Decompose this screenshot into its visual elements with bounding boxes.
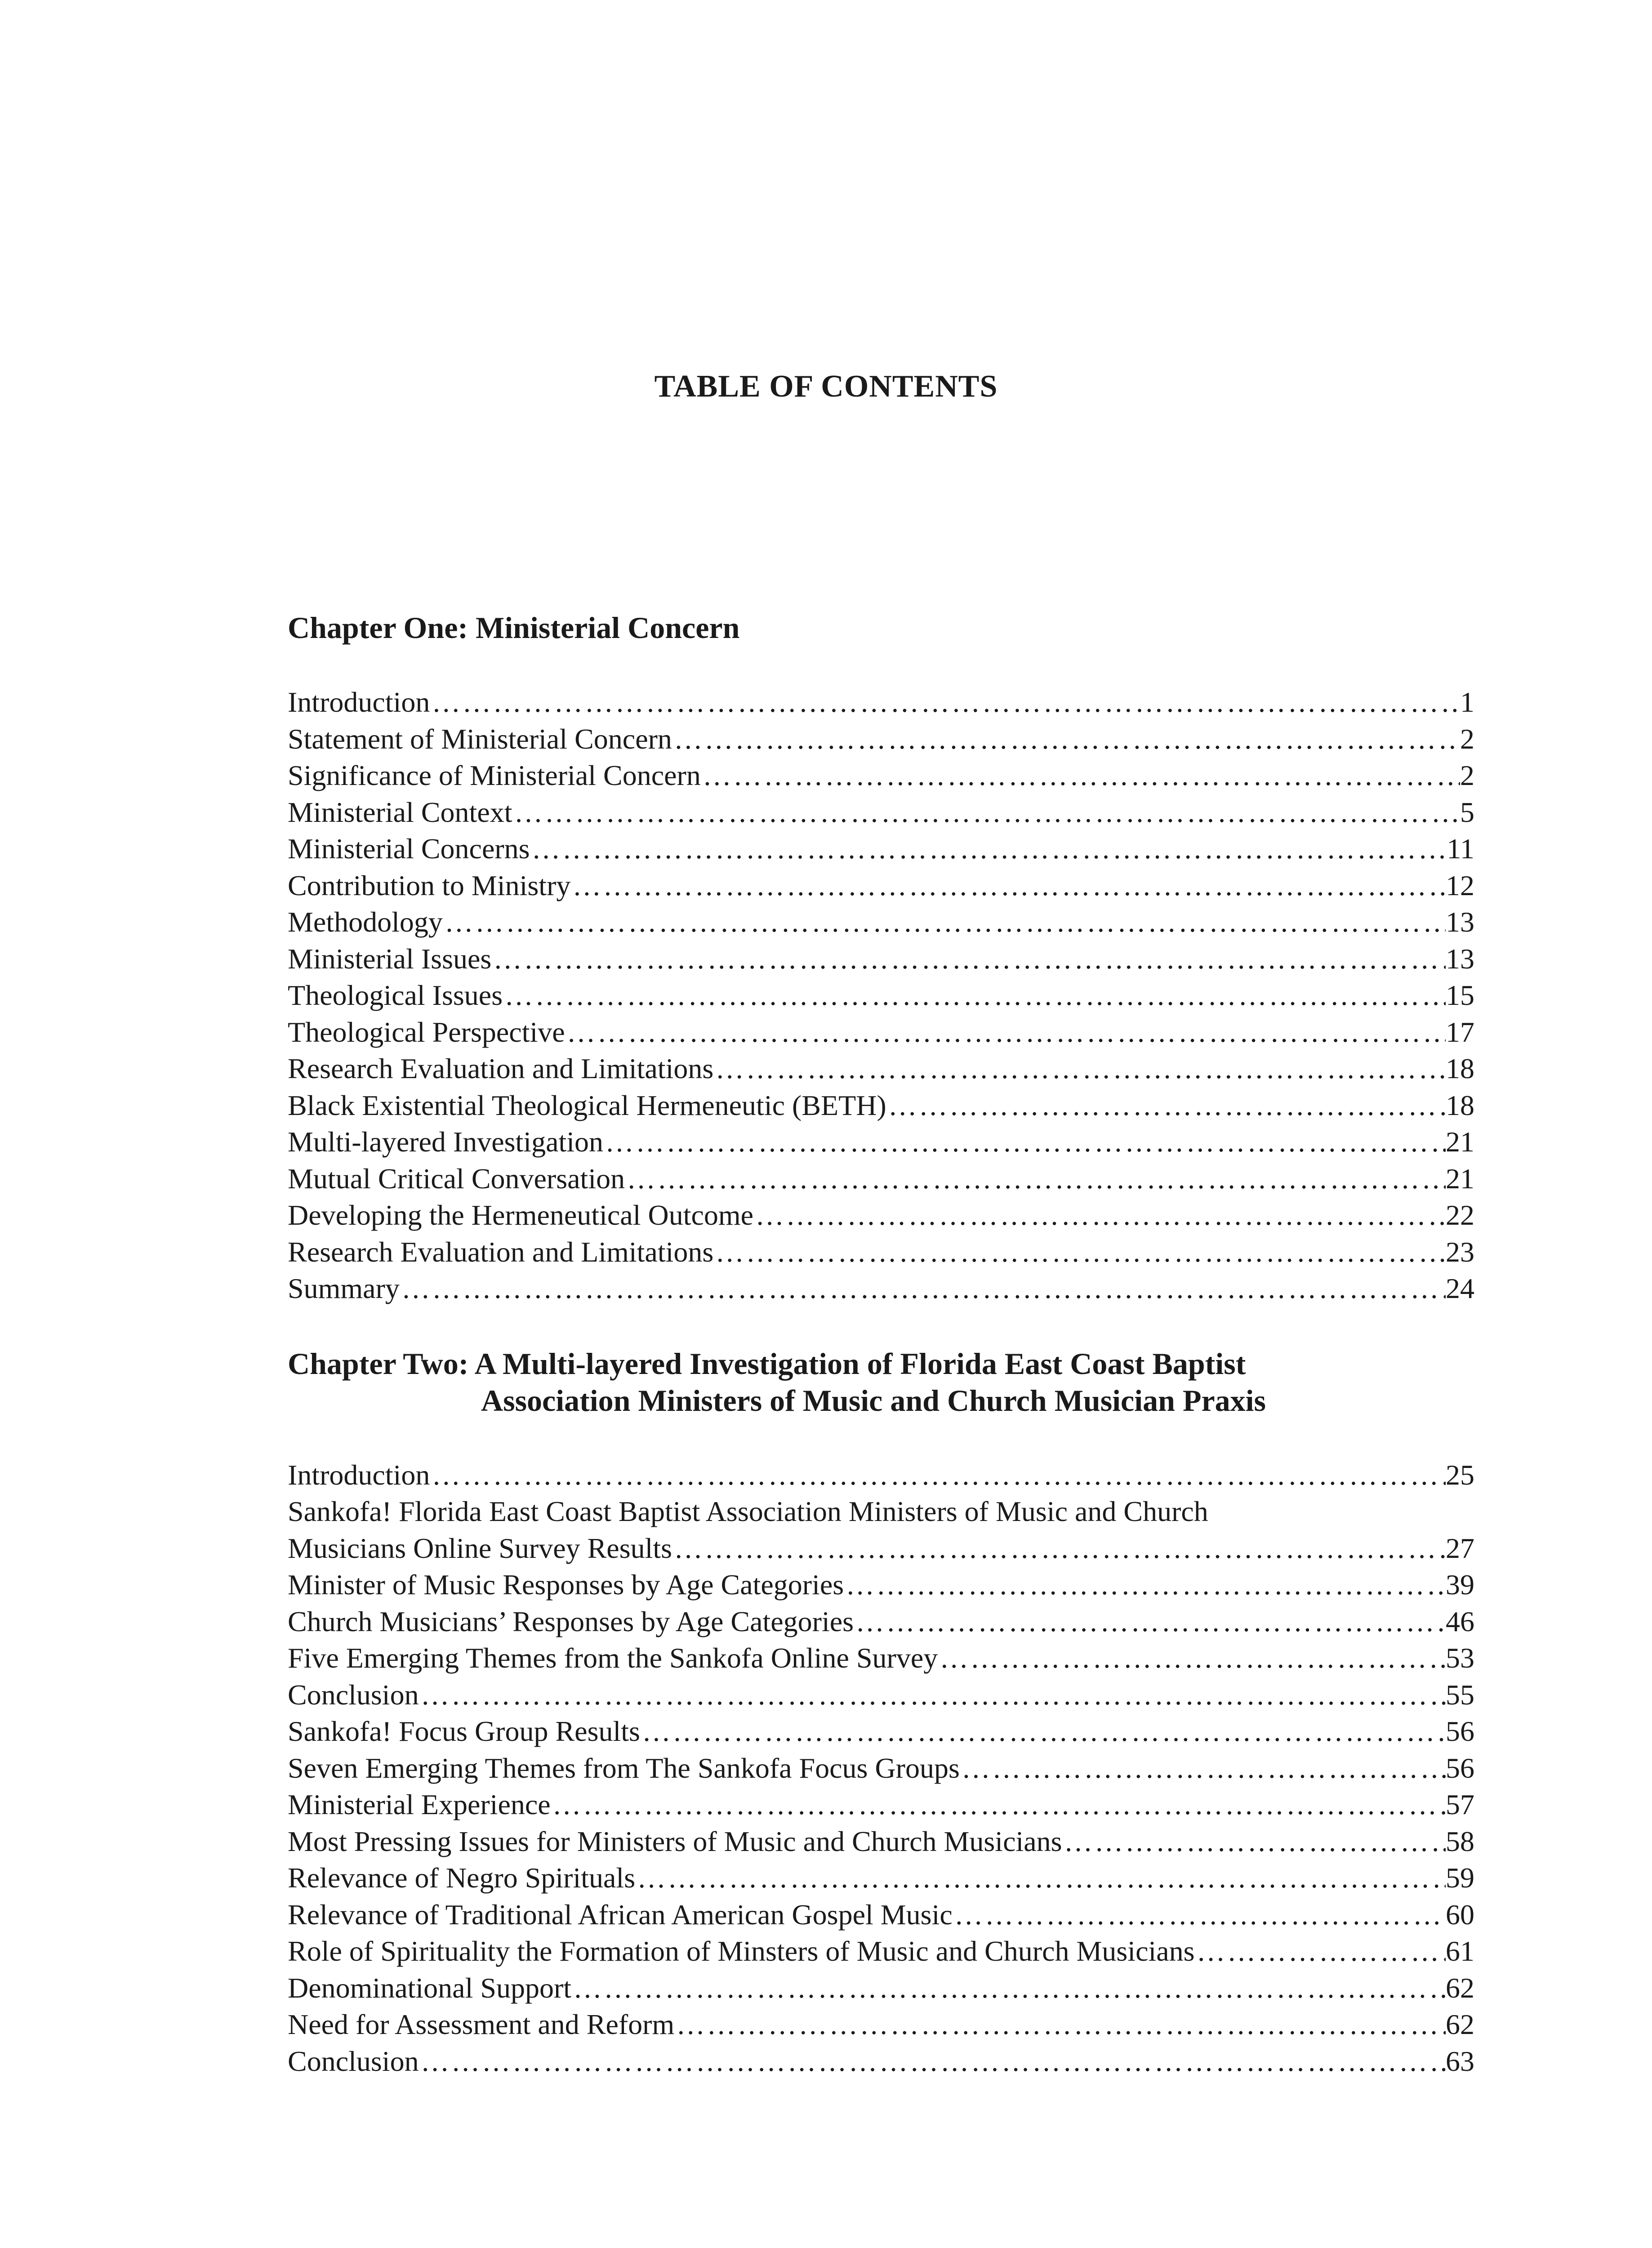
toc-entry-label: Statement of Ministerial Concern	[288, 723, 672, 755]
toc-entry[interactable]	[288, 830, 1474, 867]
toc-entry-page: 62	[1446, 1971, 1474, 2004]
toc-entry[interactable]	[288, 1603, 1474, 1640]
toc-entry[interactable]	[288, 1566, 1474, 1603]
toc-entry[interactable]	[288, 1640, 1474, 1677]
dot-leader	[713, 1234, 1446, 1271]
dot-leader	[419, 1677, 1446, 1713]
toc-entry-label: Role of Spirituality the Formation of Minsters of Music and Church Musicians	[288, 1935, 1195, 1967]
dot-leader	[430, 1457, 1446, 1494]
chapter-one-entries	[288, 684, 1474, 1307]
toc-entry[interactable]	[288, 867, 1474, 904]
dot-leader	[571, 1970, 1446, 2007]
dot-leader	[953, 1896, 1446, 1933]
toc-entry[interactable]	[288, 977, 1474, 1014]
toc-entry-page: 61	[1446, 1935, 1474, 1967]
toc-entry-label: Minister of Music Responses by Age Categories	[288, 1569, 844, 1601]
toc-entry[interactable]	[288, 1530, 1474, 1567]
toc-entry-label: Church Musicians’ Responses by Age Categories	[288, 1605, 854, 1637]
dot-leader	[430, 684, 1460, 721]
chapter-heading-continuation: Association Ministers of Music and Church Musician Praxis	[481, 1383, 1266, 1418]
toc-entry-page: 12	[1446, 869, 1474, 901]
toc-entry-page: 21	[1446, 1162, 1474, 1195]
toc-entry-page: 27	[1446, 1532, 1474, 1564]
toc-entry[interactable]	[288, 684, 1474, 721]
dot-leader	[400, 1270, 1446, 1307]
toc-entry-label: Mutual Critical Conversation	[288, 1162, 625, 1195]
dot-leader	[938, 1640, 1446, 1677]
toc-entry[interactable]	[288, 1713, 1474, 1750]
toc-entry-page: 62	[1446, 2008, 1474, 2040]
toc-entry[interactable]	[288, 1234, 1474, 1271]
toc-entry-page: 1	[1460, 686, 1474, 718]
dot-leader	[1195, 1933, 1446, 1970]
toc-entry-label: Research Evaluation and Limitations	[288, 1053, 714, 1084]
toc-entry-page: 60	[1446, 1898, 1474, 1931]
dot-leader	[635, 1860, 1446, 1896]
dot-leader	[701, 757, 1460, 794]
toc-entry[interactable]	[288, 1823, 1474, 1860]
dot-leader	[753, 1197, 1446, 1234]
toc-entry-page: 18	[1446, 1053, 1474, 1084]
toc-entry-page: 13	[1446, 906, 1474, 938]
toc-entry-label: Musicians Online Survey Results	[288, 1532, 672, 1564]
toc-entry-page: 24	[1446, 1272, 1474, 1304]
toc-entry[interactable]	[288, 1493, 1474, 1530]
toc-entry-label: Ministerial Concerns	[288, 833, 530, 865]
dot-leader	[1062, 1823, 1446, 1860]
dot-leader	[512, 794, 1461, 831]
toc-entry-label: Relevance of Traditional African American Gospel Music	[288, 1898, 953, 1931]
toc-entry-page: 53	[1446, 1642, 1474, 1674]
toc-entry-page: 55	[1446, 1678, 1474, 1711]
toc-entry-page: 58	[1446, 1825, 1474, 1857]
toc-entry-page: 21	[1446, 1126, 1474, 1158]
toc-entry-label: Conclusion	[288, 1678, 419, 1711]
toc-entry-page: 25	[1446, 1459, 1474, 1491]
toc-entry-label: Significance of Ministerial Concern	[288, 759, 701, 791]
toc-entry[interactable]	[288, 904, 1474, 941]
page-title: TABLE OF CONTENTS	[654, 369, 998, 404]
toc-entry[interactable]	[288, 1677, 1474, 1713]
dot-leader	[503, 977, 1446, 1014]
toc-entry-page: 18	[1446, 1089, 1474, 1121]
toc-entry[interactable]	[288, 1014, 1474, 1051]
toc-entry[interactable]	[288, 1970, 1474, 2007]
toc-entry-label: Sankofa! Florida East Coast Baptist Association Ministers of Music and Church	[288, 1495, 1208, 1527]
chapter-two-heading	[288, 1345, 1474, 1419]
toc-entry-label: Summary	[288, 1272, 400, 1304]
toc-entry-label: Theological Perspective	[288, 1016, 565, 1048]
toc-entry-label: Methodology	[288, 906, 443, 938]
toc-entry-page: 2	[1460, 723, 1474, 755]
dot-leader	[625, 1160, 1446, 1197]
dot-leader	[570, 867, 1446, 904]
dot-leader	[672, 721, 1460, 758]
toc-entry[interactable]	[288, 1160, 1474, 1197]
toc-entry[interactable]	[288, 941, 1474, 977]
toc-entry[interactable]	[288, 794, 1474, 831]
toc-entry-label: Seven Emerging Themes from The Sankofa Focus Groups	[288, 1752, 960, 1784]
toc-entry[interactable]	[288, 2043, 1474, 2080]
toc-body	[288, 609, 1474, 2118]
dot-leader	[674, 2006, 1446, 2043]
toc-entry-label: Multi-layered Investigation	[288, 1126, 604, 1158]
chapter-heading-text: Chapter Two: A Multi-layered Investigation of Florida East Coast Baptist	[288, 1346, 1246, 1381]
toc-entry[interactable]	[288, 1197, 1474, 1234]
toc-entry-page: 22	[1446, 1199, 1474, 1231]
dot-leader	[960, 1750, 1446, 1787]
toc-entry-label: Relevance of Negro Spirituals	[288, 1862, 636, 1894]
toc-entry-label: Introduction	[288, 1459, 430, 1491]
dot-leader	[640, 1713, 1446, 1750]
toc-entry-label: Ministerial Experience	[288, 1789, 551, 1820]
toc-entry-label: Most Pressing Issues for Ministers of Music and Church Musicians	[288, 1825, 1062, 1857]
dot-leader	[886, 1087, 1446, 1124]
chapter-one-heading	[288, 609, 1474, 646]
toc-entry-label: Ministerial Issues	[288, 942, 492, 975]
toc-entry-page: 2	[1460, 759, 1474, 791]
toc-entry-label: Black Existential Theological Hermeneutic (BETH)	[288, 1089, 886, 1121]
toc-entry[interactable]	[288, 1050, 1474, 1087]
toc-entry-label: Need for Assessment and Reform	[288, 2008, 675, 2040]
toc-entry-page: 5	[1460, 796, 1474, 828]
toc-entry-page: 56	[1446, 1752, 1474, 1784]
toc-entry-label: Introduction	[288, 686, 430, 718]
toc-entry-page: 11	[1447, 833, 1474, 865]
toc-entry-label: Theological Issues	[288, 979, 503, 1011]
toc-entry-page: 63	[1446, 2045, 1474, 2077]
toc-entry[interactable]	[288, 1124, 1474, 1160]
dot-leader	[854, 1603, 1446, 1640]
toc-entry[interactable]	[288, 1087, 1474, 1124]
dot-leader	[672, 1530, 1446, 1567]
toc-entry[interactable]	[288, 1270, 1474, 1307]
toc-entry[interactable]	[288, 1750, 1474, 1787]
toc-entry-label: Developing the Hermeneutical Outcome	[288, 1199, 754, 1231]
dot-leader	[419, 2043, 1446, 2080]
toc-entry-page: 39	[1446, 1569, 1474, 1601]
toc-entry-label: Five Emerging Themes from the Sankofa Online Survey	[288, 1642, 938, 1674]
toc-entry-page: 13	[1446, 942, 1474, 975]
dot-leader	[551, 1786, 1446, 1823]
toc-entry-page: 46	[1446, 1605, 1474, 1637]
toc-entry-label: Research Evaluation and Limitations	[288, 1236, 714, 1268]
toc-entry[interactable]	[288, 757, 1474, 794]
toc-entry-page: 57	[1446, 1789, 1474, 1820]
toc-entry-label: Conclusion	[288, 2045, 419, 2077]
dot-leader	[530, 830, 1447, 867]
dot-leader	[565, 1014, 1446, 1051]
toc-entry-label: Denominational Support	[288, 1971, 572, 2004]
dot-leader	[443, 904, 1446, 941]
toc-entry-page: 59	[1446, 1862, 1474, 1894]
toc-entry-page: 56	[1446, 1715, 1474, 1747]
toc-entry-label: Ministerial Context	[288, 796, 512, 828]
chapter-heading-text: Chapter One: Ministerial Concern	[288, 611, 740, 645]
toc-entry[interactable]	[288, 1933, 1474, 1970]
dot-leader	[844, 1566, 1446, 1603]
toc-entry[interactable]	[288, 1786, 1474, 1823]
dot-leader	[713, 1050, 1446, 1087]
toc-entry[interactable]	[288, 721, 1474, 758]
toc-entry[interactable]	[288, 1860, 1474, 1896]
toc-entry[interactable]	[288, 1896, 1474, 1933]
toc-entry-page: 17	[1446, 1016, 1474, 1048]
chapter-two-entries	[288, 1457, 1474, 2080]
toc-entry[interactable]	[288, 1457, 1474, 1494]
dot-leader	[603, 1124, 1446, 1160]
toc-entry[interactable]	[288, 2006, 1474, 2043]
toc-entry-page: 15	[1446, 979, 1474, 1011]
dot-leader	[491, 941, 1446, 977]
toc-entry-label: Contribution to Ministry	[288, 869, 571, 901]
toc-entry-page: 23	[1446, 1236, 1474, 1268]
toc-entry-label: Sankofa! Focus Group Results	[288, 1715, 640, 1747]
